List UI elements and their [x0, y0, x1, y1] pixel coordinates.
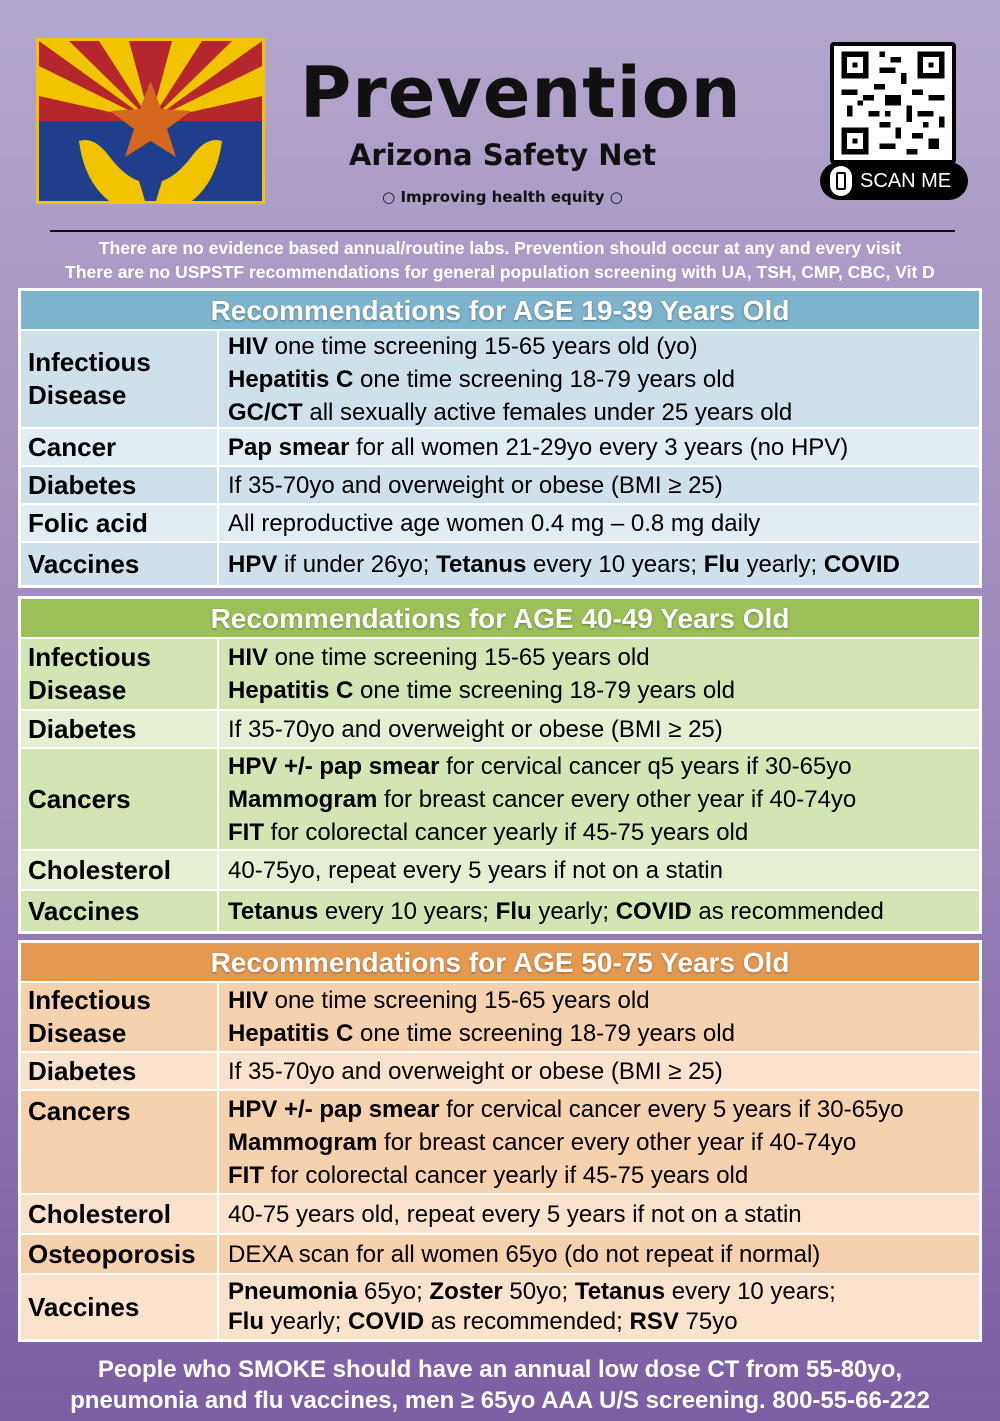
- detail-text: yearly;: [531, 897, 616, 925]
- row-detail: [219, 983, 979, 1051]
- row-detail: [219, 1091, 979, 1193]
- detail-text: all sexually active females under 25 years old: [302, 398, 793, 426]
- detail-text: yearly;: [739, 550, 824, 578]
- table-row: [21, 1235, 979, 1275]
- row-detail: [219, 711, 979, 747]
- row-category: Diabetes: [21, 1053, 219, 1089]
- footer-line: People who SMOKE should have an annual low dose CT from 55-80yo,: [97, 1356, 903, 1383]
- detail-text: every 10 years;: [526, 550, 704, 578]
- detail-term: COVID: [348, 1308, 425, 1335]
- detail-line: [228, 469, 979, 502]
- detail-term: COVID: [615, 897, 692, 925]
- table-row: [21, 749, 979, 851]
- row-detail: [219, 467, 979, 503]
- detail-term: FIT: [228, 818, 264, 846]
- row-category: Infectious Disease: [21, 639, 219, 709]
- detail-line: [228, 330, 979, 363]
- detail-term: Mammogram: [228, 1128, 378, 1156]
- detail-line: [228, 507, 979, 540]
- detail-term: Hepatitis C: [228, 365, 354, 393]
- table-row: [21, 1195, 979, 1235]
- detail-text: 50yo;: [502, 1278, 575, 1305]
- table-row: [21, 1091, 979, 1195]
- detail-text: as recommended;: [424, 1308, 630, 1335]
- detail-text: as recommended: [691, 897, 884, 925]
- detail-term: Pneumonia: [228, 1278, 358, 1305]
- detail-text: 40-75 years old, repeat every 5 years if not on a statin: [228, 1200, 802, 1228]
- row-detail: [219, 851, 979, 889]
- detail-line: [228, 1307, 979, 1337]
- detail-line: [228, 396, 979, 429]
- detail-text: every 10 years;: [665, 1278, 836, 1305]
- table-row: [21, 851, 979, 891]
- row-detail: [219, 429, 979, 465]
- detail-term: HIV: [228, 987, 269, 1014]
- table-row: [21, 467, 979, 505]
- note-line: There are no evidence based annual/routine labs. Prevention should occur at any and every visit: [98, 238, 902, 258]
- section-age-40-49: [18, 596, 982, 934]
- detail-term: Tetanus: [436, 550, 527, 578]
- detail-line: [228, 750, 979, 783]
- row-category: Infectious Disease: [21, 331, 219, 427]
- detail-term: FIT: [228, 1161, 264, 1189]
- scan-me-label: SCAN ME: [860, 169, 952, 192]
- row-category: Infectious Disease: [21, 983, 219, 1051]
- detail-line: [228, 1198, 979, 1231]
- row-detail: [219, 1275, 979, 1339]
- phone-icon: [830, 166, 852, 196]
- detail-line: [228, 548, 979, 581]
- page-subtitle: Arizona Safety Net: [348, 138, 657, 172]
- row-category: Osteoporosis: [21, 1235, 219, 1273]
- table-row: [21, 711, 979, 749]
- detail-line: [228, 713, 979, 746]
- row-category: Folic acid: [21, 505, 219, 541]
- detail-text: one time screening 15-65 years old: [268, 987, 650, 1014]
- row-category: Vaccines: [21, 1275, 219, 1339]
- row-detail: [219, 505, 979, 541]
- footer-line: pneumonia and flu vaccines, men ≥ 65yo AAA U/S screening. 800-55-66-222: [70, 1387, 930, 1414]
- detail-text: 75yo: [678, 1308, 738, 1335]
- table-row: [21, 891, 979, 931]
- row-detail: [219, 891, 979, 931]
- detail-text: every 10 years;: [318, 897, 496, 925]
- detail-text: one time screening 15-65 years old (yo): [268, 332, 698, 360]
- row-category: Cholesterol: [21, 1195, 219, 1233]
- detail-line: [228, 1126, 979, 1159]
- row-category: Vaccines: [21, 891, 219, 931]
- row-category: Cancers: [21, 1091, 219, 1193]
- detail-term: RSV: [629, 1308, 679, 1335]
- table-row: [21, 505, 979, 543]
- row-detail: [219, 1053, 979, 1089]
- detail-text: 40-75yo, repeat every 5 years if not on a statin: [228, 856, 723, 884]
- detail-line: [228, 641, 979, 674]
- detail-term: HIV: [228, 644, 269, 671]
- detail-text: for colorectal cancer yearly if 45-75 years old: [264, 1161, 749, 1189]
- note-line: There are no USPSTF recommendations for general population screening with UA, TSH, CMP, CBC, Vit D: [65, 262, 935, 282]
- section-title: Recommendations for AGE 19-39 Years Old: [21, 291, 979, 331]
- detail-line: [228, 1159, 979, 1192]
- table-row: [21, 429, 979, 467]
- detail-text: If 35-70yo and overweight or obese (BMI ≥ 25): [228, 715, 723, 743]
- detail-line: [228, 1277, 979, 1307]
- table-row: [21, 1053, 979, 1091]
- row-detail: [219, 639, 979, 709]
- detail-term: Tetanus: [228, 897, 319, 925]
- table-row: [21, 543, 979, 585]
- tagline: ○ Improving health equity ○: [382, 188, 623, 206]
- detail-term: HPV +/- pap smear: [228, 1095, 440, 1123]
- row-detail: [219, 543, 979, 585]
- detail-text: for breast cancer every other year if 40-74yo: [377, 1128, 857, 1156]
- detail-text: yearly;: [264, 1308, 349, 1335]
- detail-text: if under 26yo;: [277, 550, 437, 578]
- detail-term: Flu: [228, 1308, 264, 1335]
- row-detail: [219, 331, 979, 427]
- detail-line: [228, 674, 979, 707]
- detail-text: If 35-70yo and overweight or obese (BMI ≥ 25): [228, 471, 723, 499]
- row-category: Diabetes: [21, 467, 219, 503]
- scan-me-badge: [820, 162, 968, 200]
- detail-term: Flu: [703, 550, 740, 578]
- detail-text: for cervical cancer q5 years if 30-65yo: [439, 752, 852, 780]
- table-row: [21, 983, 979, 1053]
- divider: [50, 230, 955, 232]
- detail-line: [228, 1017, 979, 1050]
- row-category: Cancer: [21, 429, 219, 465]
- detail-term: Mammogram: [228, 785, 378, 813]
- section-age-19-39: [18, 288, 982, 588]
- detail-text: one time screening 15-65 years old: [268, 644, 650, 671]
- detail-term: Flu: [495, 897, 532, 925]
- detail-line: [228, 984, 979, 1017]
- detail-term: Hepatitis C: [228, 677, 354, 704]
- detail-term: HPV: [228, 550, 278, 578]
- detail-line: [228, 1238, 979, 1271]
- arizona-flag-hands-icon: [36, 38, 265, 204]
- footer-note: [0, 1354, 1000, 1416]
- detail-line: [228, 431, 979, 464]
- detail-text: DEXA scan for all women 65yo (do not repeat if normal): [228, 1240, 821, 1268]
- detail-term: Zoster: [429, 1278, 503, 1305]
- page-title: Prevention: [300, 52, 742, 134]
- detail-line: [228, 783, 979, 816]
- detail-term: GC/CT: [228, 398, 303, 426]
- detail-text: one time screening 18-79 years old: [353, 365, 735, 393]
- detail-line: [228, 854, 979, 887]
- detail-term: HIV: [228, 332, 269, 360]
- detail-text: for colorectal cancer yearly if 45-75 years old: [264, 818, 749, 846]
- row-detail: [219, 1235, 979, 1273]
- row-category: Cancers: [21, 749, 219, 849]
- detail-term: Hepatitis C: [228, 1020, 354, 1047]
- detail-line: [228, 363, 979, 396]
- detail-text: for breast cancer every other year if 40-74yo: [377, 785, 857, 813]
- row-category: Vaccines: [21, 543, 219, 585]
- detail-text: for cervical cancer every 5 years if 30-65yo: [439, 1095, 904, 1123]
- row-category: Diabetes: [21, 711, 219, 747]
- table-row: [21, 331, 979, 429]
- table-row: [21, 1275, 979, 1339]
- detail-term: COVID: [823, 550, 900, 578]
- detail-term: Pap smear: [228, 433, 350, 461]
- detail-line: [228, 1055, 979, 1088]
- detail-line: [228, 895, 979, 928]
- row-detail: [219, 749, 979, 849]
- detail-line: [228, 1093, 979, 1126]
- detail-text: one time screening 18-79 years old: [353, 677, 735, 704]
- section-title: Recommendations for AGE 40-49 Years Old: [21, 599, 979, 639]
- table-row: [21, 639, 979, 711]
- detail-text: for all women 21-29yo every 3 years (no HPV): [349, 433, 849, 461]
- general-notes: [0, 236, 1000, 284]
- qr-code-icon[interactable]: [830, 42, 956, 164]
- detail-term: Tetanus: [574, 1278, 666, 1305]
- detail-text: one time screening 18-79 years old: [353, 1020, 735, 1047]
- section-age-50-75: [18, 940, 982, 1342]
- header: [0, 0, 1000, 225]
- detail-text: 65yo;: [357, 1278, 430, 1305]
- detail-text: All reproductive age women 0.4 mg – 0.8 mg daily: [228, 509, 761, 537]
- row-category: Cholesterol: [21, 851, 219, 889]
- row-detail: [219, 1195, 979, 1233]
- detail-term: HPV +/- pap smear: [228, 752, 440, 780]
- detail-line: [228, 816, 979, 849]
- section-title: Recommendations for AGE 50-75 Years Old: [21, 943, 979, 983]
- detail-text: If 35-70yo and overweight or obese (BMI ≥ 25): [228, 1057, 723, 1085]
